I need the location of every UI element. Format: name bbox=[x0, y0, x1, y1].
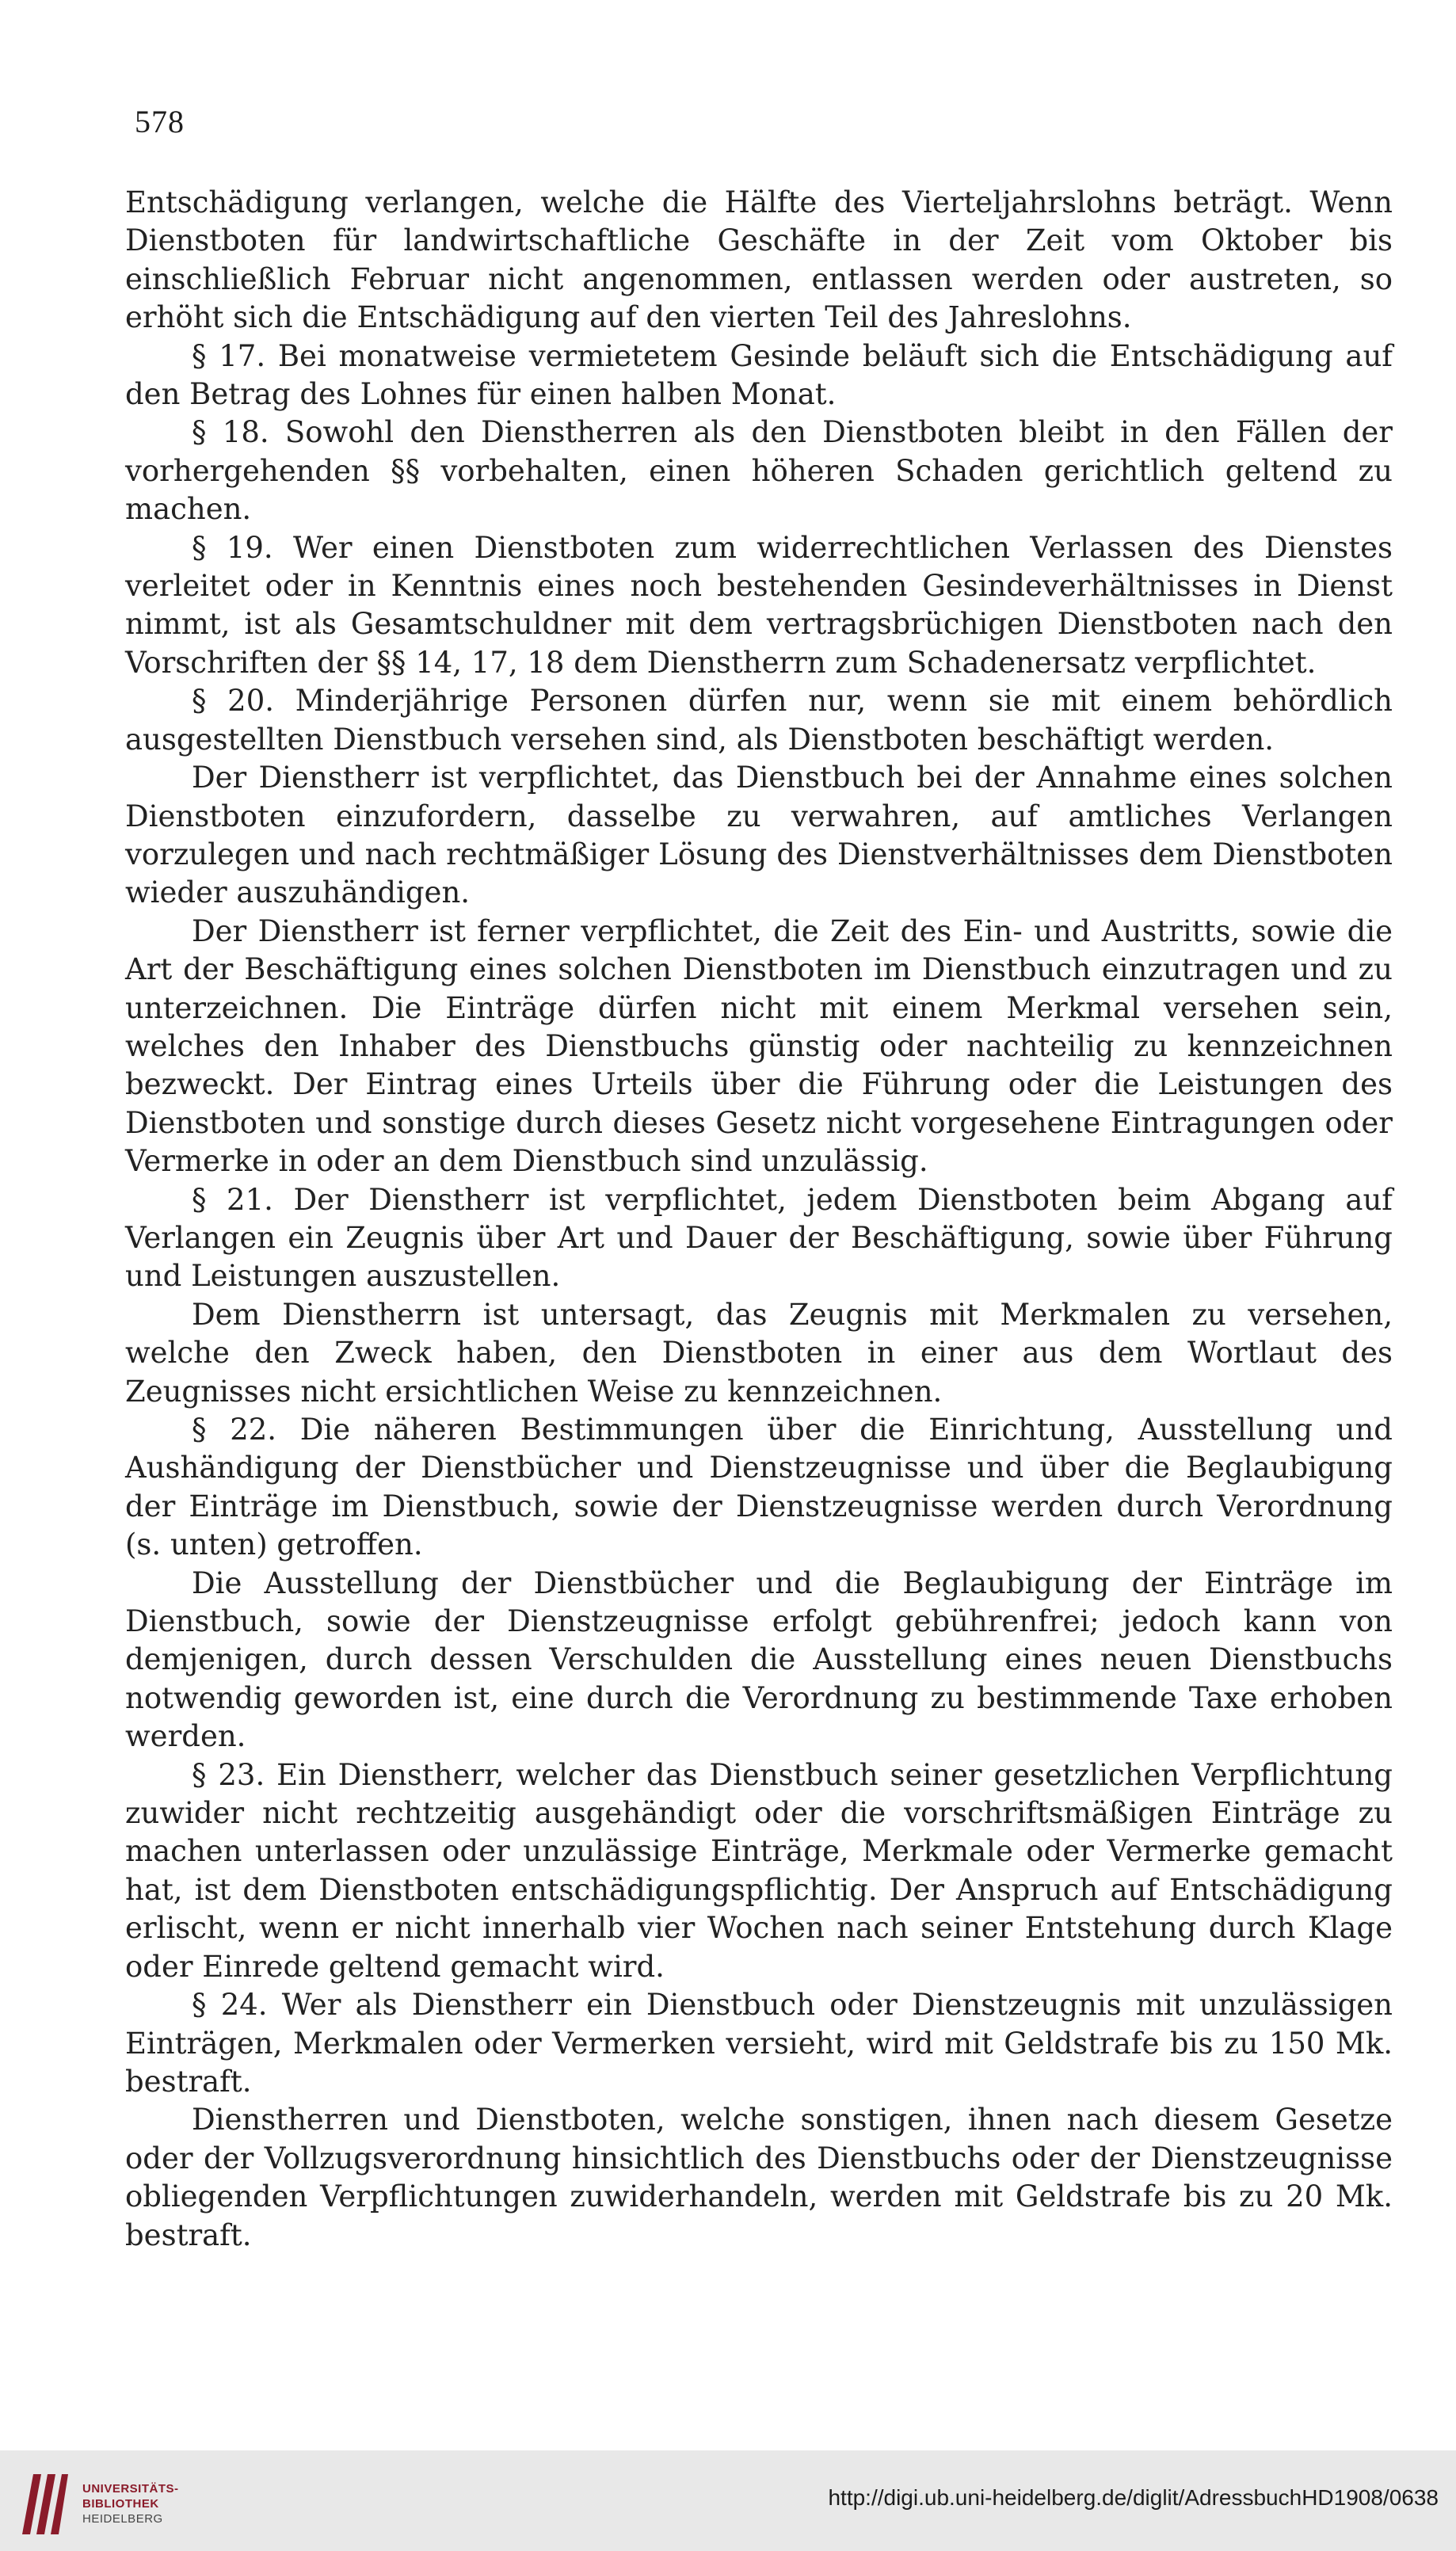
library-name-line3: HEIDELBERG bbox=[82, 2511, 163, 2526]
page-number: 578 bbox=[135, 104, 185, 139]
paragraph: § 20. Minderjährige Personen dürfen nur, wenn sie mit einem behördlich ausgestellten Dienstbuch versehen sind, als Dienstboten beschäftigt werden. bbox=[125, 684, 1393, 757]
paragraph: § 22. Die näheren Bestimmungen über die Einrichtung, Ausstellung und Aushändigung der Dienstbücher und Dienstzeugnisse und über die Beglaubigung der Einträge im Dienstbuch, sowie der Dienstzeugnisse werden durch Verordnung (s. unten) getroffen. bbox=[125, 1413, 1393, 1562]
body-text bbox=[125, 184, 1393, 2255]
paragraph: § 19. Wer einen Dienstboten zum widerrechtlichen Verlassen des Dienstes verleitet oder in Kenntnis eines noch bestehenden Gesindeverhältnisses in Dienst nimmt, ist als Gesamtschuldner mit dem vertragsbrüchigen Dienstboten nach den Vorschriften der §§ 14, 17, 18 dem Dienstherrn zum Schadenersatz verpflichtet. bbox=[125, 530, 1393, 680]
paragraph: Der Dienstherr ist ferner verpflichtet, die Zeit des Ein- und Austritts, sowie die Art der Beschäftigung eines solchen Dienstboten im Dienstbuch einzutragen und zu unterzeichnen. Die Einträge dürfen nicht mit einem Merkmal versehen sein, welches den Inhaber des Dienstbuchs günstig oder nachteilig zu kennzeichnen bezweckt. Der Eintrag eines Urteils über die Führung oder die Leistungen des Dienstboten und sonstige durch dieses Gesetz nicht vorgesehene Eintragungen oder Vermerke in oder an dem Dienstbuch sind unzulässig. bbox=[125, 913, 1393, 1179]
paragraph: § 21. Der Dienstherr ist verpflichtet, jedem Dienstboten beim Abgang auf Verlangen ein Zeugnis über Art und Dauer der Beschäftigung, sowie über Führung und Leistungen auszustellen. bbox=[125, 1182, 1393, 1294]
paragraph: Dienstherren und Dienstboten, welche sonstigen, ihnen nach diesem Gesetze oder der Vollzugsverordnung hinsichtlich des Dienstbuchs oder der Dienstzeugnisse obliegenden Verpflichtungen zuwiderhandeln, werden mit Geldstrafe bis zu 20 Mk. bestraft. bbox=[125, 2103, 1393, 2252]
paragraph: Der Dienstherr ist verpflichtet, das Dienstbuch bei der Annahme eines solchen Dienstboten einzufordern, dasselbe zu verwahren, auf amtliches Verlangen vorzulegen und nach rechtmäßiger Lösung des Dienstverhältnisses dem Dienstboten wieder auszuhändigen. bbox=[125, 761, 1393, 910]
paragraph: § 24. Wer als Dienstherr ein Dienstbuch oder Dienstzeugnis mit unzulässigen Einträgen, Merkmalen oder Vermerken versieht, wird mit Geldstrafe bis zu 150 Mk. bestraft. bbox=[125, 1988, 1393, 2099]
footer-bar bbox=[0, 2450, 1456, 2551]
paragraph: Entschädigung verlangen, welche die Hälfte des Vierteljahrslohns beträgt. Wenn Dienstboten für landwirtschaftliche Geschäfte in der Zeit vom Oktober bis einschließlich Februar nicht angenommen, entlassen werden oder austreten, so erhöht sich die Entschädigung auf den vierten Teil des Jahreslohns. bbox=[125, 185, 1393, 335]
paragraph: Die Ausstellung der Dienstbücher und die Beglaubigung der Einträge im Dienstbuch, sowie der Dienstzeugnisse erfolgt gebührenfrei; jedoch kann von demjenigen, durch dessen Verschulden die Ausstellung eines neuen Dienstbuchs notwendig geworden ist, eine durch die Verordnung zu bestimmende Taxe erhoben werden. bbox=[125, 1565, 1393, 1754]
library-name-line1: UNIVERSITÄTS- bbox=[82, 2481, 179, 2496]
paragraph: § 23. Ein Dienstherr, welcher das Dienstbuch seiner gesetzlichen Verpflichtung zuwider nicht rechtzeitig ausgehändigt oder die vorschriftsmäßigen Einträge zu machen unterlassen oder unzulässige Einträge, Merkmale oder Vermerke gemacht hat, ist dem Dienstboten entschädigungspflichtig. Der Anspruch auf Entschädigung erlischt, wenn er nicht innerhalb vier Wochen nach seiner Entstehung durch Klage oder Einrede geltend gemacht wird. bbox=[125, 1757, 1393, 1984]
source-url-link[interactable]: http://digi.ub.uni-heidelberg.de/diglit/AdressbuchHD1908/0638 bbox=[828, 2485, 1439, 2510]
library-logo[interactable] bbox=[17, 2468, 179, 2539]
paragraph: § 18. Sowohl den Dienstherren als den Dienstboten bleibt in den Fällen der vorhergehenden §§ vorbehalten, einen höheren Schaden gerichtlich geltend zu machen. bbox=[125, 415, 1393, 527]
paragraph: Dem Dienstherrn ist untersagt, das Zeugnis mit Merkmalen zu versehen, welche den Zweck haben, den Dienstboten in einer aus dem Wortlaut des Zeugnisses nicht ersichtlichen Weise zu kennzeichnen. bbox=[125, 1297, 1393, 1409]
paragraph: § 17. Bei monatweise vermietetem Gesinde beläuft sich die Entschädigung auf den Betrag des Lohnes für einen halben Monat. bbox=[125, 338, 1393, 412]
library-name bbox=[82, 2481, 179, 2526]
library-name-line2: BIBLIOTHEK bbox=[82, 2496, 159, 2511]
library-seal-icon bbox=[17, 2468, 73, 2539]
